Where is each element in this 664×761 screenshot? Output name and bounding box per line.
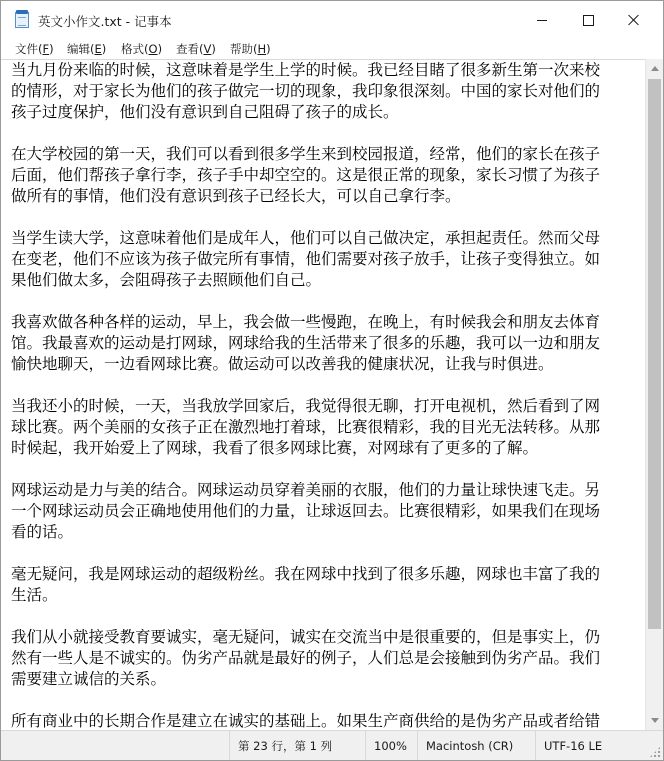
line-ending: Macintosh (CR) — [417, 731, 535, 760]
text-editor[interactable] — [1, 59, 645, 731]
blank-line — [11, 606, 623, 627]
text-line: 看的话。 — [11, 523, 74, 541]
title-bar[interactable] — [1, 1, 663, 39]
scroll-thumb[interactable] — [648, 79, 661, 629]
window-title: 英文小作文.txt - 记事本 — [38, 14, 172, 29]
blank-line — [11, 207, 623, 228]
blank-line — [11, 291, 623, 312]
maximize-icon — [583, 15, 594, 26]
text-line: 在大学校园的第一天，我们可以看到很多学生来到校园报道，经常，他们的家长在孩子 — [11, 145, 601, 163]
text-line: 的情形，对于家长为他们的孩子做完一切的现象，我印象很深刻。中国的家长对他们的 — [11, 82, 601, 100]
text-line: 愉快地聊天，一边看网球比赛。做运动可以改善我的健康状况，让我与时俱进。 — [11, 355, 554, 373]
document-text[interactable] — [11, 60, 623, 731]
blank-line — [11, 375, 623, 396]
text-line: 然有一些人是不诚实的。伪劣产品就是最好的例子，人们总是会接触到伪劣产品。我们 — [11, 649, 601, 667]
text-line: 馆。我最喜欢的运动是打网球，网球给我的生活带来了很多的乐趣，我可以一边和朋友 — [11, 334, 601, 352]
text-line: 一个网球运动员会正确地使用他们的力量，让球返回去。比赛很精彩，如果我们在现场 — [11, 502, 601, 520]
menu-bar — [1, 39, 663, 59]
blank-line — [11, 123, 623, 144]
menu-view[interactable]: 查看(V) — [176, 42, 216, 56]
text-line: 毫无疑问，我是网球运动的超级粉丝。我在网球中找到了很多乐趣，网球也丰富了我的 — [11, 565, 601, 583]
text-line: 球比赛。两个美丽的女孩子正在激烈地打着球，比赛很精彩，我的目光无法转移。从那 — [11, 418, 601, 436]
minimize-button[interactable] — [519, 1, 565, 39]
text-line: 我们从小就接受教育要诚实，毫无疑问，诚实在交流当中是很重要的，但是事实上，仍 — [11, 628, 601, 646]
notepad-icon — [15, 12, 29, 28]
menu-format[interactable]: 格式(O) — [121, 42, 163, 56]
text-encoding: UTF-16 LE — [535, 731, 645, 760]
minimize-icon — [537, 20, 547, 21]
scroll-up-icon[interactable] — [651, 66, 659, 71]
text-line: 孩子过度保护，他们没有意识到自己阻碍了孩子的成长。 — [11, 103, 399, 121]
zoom-level: 100% — [365, 731, 417, 760]
menu-edit[interactable]: 编辑(E) — [67, 42, 107, 56]
text-line: 当九月份来临的时候，这意味着是学生上学的时候。我已经目睹了很多新生第一次来校 — [11, 61, 601, 79]
text-line: 在变老，他们不应该为孩子做完所有事情，他们需要对孩子放手，让孩子变得独立。如 — [11, 250, 601, 268]
close-icon — [628, 14, 640, 26]
scroll-down-icon[interactable] — [651, 718, 659, 723]
text-line: 果他们做太多，会阻碍孩子去照顾他们自己。 — [11, 271, 322, 289]
text-line: 做所有的事情，他们没有意识到孩子已经长大，可以自己拿行李。 — [11, 187, 461, 205]
text-line: 时候起，我开始爱上了网球，我看了很多网球比赛，对网球有了更多的了解。 — [11, 439, 539, 457]
text-line: 所有商业中的长期合作是建立在诚实的基础上。如果生产商供给的是伪劣产品或者给错 — [11, 712, 601, 730]
cursor-position: 第 23 行，第 1 列 — [229, 731, 365, 760]
maximize-button[interactable] — [565, 1, 611, 39]
text-line: 当我还小的时候，一天，当我放学回家后，我觉得很无聊，打开电视机，然后看到了网 — [11, 397, 601, 415]
text-line: 我喜欢做各种各样的运动，早上，我会做一些慢跑，在晚上，有时候我会和朋友去体育 — [11, 313, 601, 331]
text-line: 生活。 — [11, 586, 58, 604]
close-button[interactable] — [611, 1, 657, 39]
blank-line — [11, 690, 623, 711]
resize-grip-icon[interactable] — [649, 746, 661, 758]
blank-line — [11, 543, 623, 564]
menu-help[interactable]: 帮助(H) — [230, 42, 271, 56]
status-bar — [1, 730, 663, 760]
text-line: 当学生读大学，这意味着他们是成年人，他们可以自己做决定，承担起责任。然而父母 — [11, 229, 601, 247]
text-line: 需要建立诚信的关系。 — [11, 670, 167, 688]
text-line: 后面，他们帮孩子拿行李，孩子手中却空空的。这是很正常的现象，家长习惯了为孩子 — [11, 166, 601, 184]
menu-file[interactable]: 文件(F) — [15, 42, 54, 56]
blank-line — [11, 459, 623, 480]
text-line: 网球运动是力与美的结合。网球运动员穿着美丽的衣服，他们的力量让球快速飞走。另 — [11, 481, 601, 499]
vertical-scrollbar[interactable] — [645, 59, 663, 730]
